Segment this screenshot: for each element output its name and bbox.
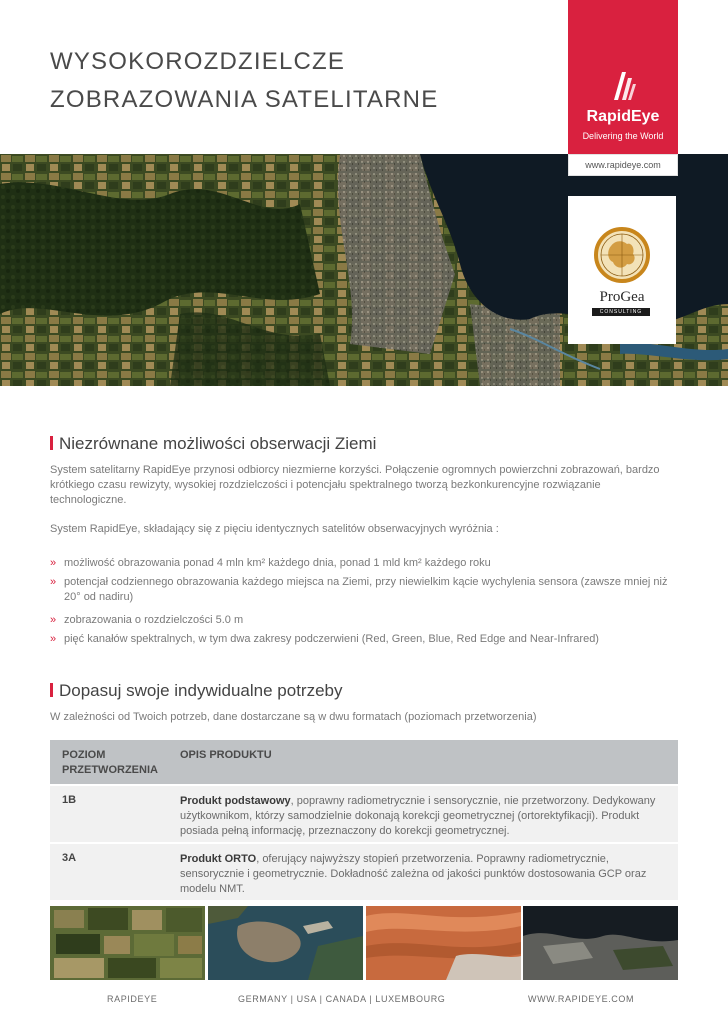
- section-heading-text: Dopasuj swoje indywidualne potrzeby: [59, 681, 343, 700]
- column-header-level: POZIOM PRZETWORZENIA: [62, 749, 158, 776]
- list-item: [50, 575, 680, 605]
- brand-slogan: Delivering the World: [582, 131, 664, 141]
- bullet-text: zobrazowania o rozdzielczości 5.0 m: [64, 614, 244, 626]
- footer-url[interactable]: WWW.RAPIDEYE.COM: [528, 994, 635, 1004]
- bullet-text: pięć kanałów spektralnych, w tym dwa zakresy podczerwieni (Red, Green, Blue, Red Edge and Near-Infrared): [64, 633, 599, 645]
- page-title-line-2: ZOBRAZOWANIA SATELITARNE: [50, 86, 439, 113]
- thumbnail-venice: [208, 906, 363, 980]
- intro-paragraph: System satelitarny RapidEye przynosi odbiorcy niezmierne korzyści. Połączenie ogromnych powierzchni zobrazowań, bardzo krótkiego czasu rewizyty, wysokiej rozdzielczości i potencjału spektralnego tworzą bezkonkurencyjne rozwiązanie technologiczne.: [50, 464, 660, 506]
- table-header: [50, 740, 678, 784]
- section-heading-earth-observation: [50, 434, 376, 454]
- list-item: [50, 632, 680, 647]
- table-cell-description: [180, 852, 664, 897]
- rapideye-logo-block: [568, 0, 678, 154]
- list-item: [50, 556, 680, 571]
- rapideye-logo-icon: [608, 70, 638, 102]
- table-cell-description: [180, 794, 664, 839]
- footer-countries: GERMANY | USA | CANADA | LUXEMBOURG: [238, 994, 446, 1004]
- thumbnail-coast-city: [523, 906, 678, 980]
- table-cell-level: 3A: [62, 852, 77, 864]
- heading-accent-bar: [50, 436, 53, 450]
- section-heading-custom-needs: [50, 681, 343, 701]
- table-row: [50, 844, 678, 900]
- progea-name: ProGea: [599, 289, 645, 305]
- product-name: Produkt podstawowy: [180, 795, 291, 807]
- brand-name: RapidEye: [586, 108, 660, 125]
- table-row: [50, 786, 678, 842]
- product-description: , oferujący najwyższy stopień przetworzenia. Poprawny radiometrycznie, sensorycznie i geometrycznie. Dokładność zależna od jakości punktów dostosowania GCP oraz modelu NMT.: [180, 853, 647, 895]
- formats-intro: W zależności od Twoich potrzeb, dane dostarczane są w dwu formatach (poziomach przetworzenia): [50, 711, 537, 723]
- progea-logo-block: [568, 196, 676, 344]
- list-item: [50, 613, 680, 628]
- page-title-line-1: WYSOKOROZDZIELCZE: [50, 48, 346, 75]
- progea-globe-icon: [593, 226, 651, 284]
- bullet-chevron-icon: »: [50, 633, 57, 645]
- thumbnail-desert: [366, 906, 521, 980]
- bullet-text: potencjał codziennego obrazowania każdego miejsca na Ziemi, przy niewielkim kącie wychylenia sensora (zawsze mniej niż 20° od nadiru): [64, 576, 668, 603]
- table-cell-level: 1B: [62, 794, 77, 806]
- product-name: Produkt ORTO: [180, 853, 257, 865]
- thumbnail-farmland: [50, 906, 205, 980]
- bullet-chevron-icon: »: [50, 557, 57, 569]
- section-heading-text: Niezrównane możliwości obserwacji Ziemi: [59, 434, 377, 453]
- features-intro: System RapidEye, składający się z pięciu identycznych satelitów obserwacyjnych wyróżnia :: [50, 523, 499, 535]
- bullet-text: możliwość obrazowania ponad 4 mln km² każdego dnia, ponad 1 mld km² każdego roku: [64, 557, 491, 569]
- brand-url[interactable]: www.rapideye.com: [568, 154, 678, 176]
- bullet-chevron-icon: »: [50, 576, 57, 588]
- heading-accent-bar: [50, 683, 53, 697]
- bullet-chevron-icon: »: [50, 614, 57, 626]
- progea-tagline: CONSULTING: [592, 308, 650, 316]
- product-description: , poprawny radiometrycznie i sensorycznie, nie przetworzony. Dedykowany użytkownikom, którzy samodzielnie dokonają korekcji geometrycznej (ortorektyfikacji). Produkt posiada pełną informację, przeznaczony do korekcji geometrycznej.: [180, 795, 656, 837]
- footer-brand: RAPIDEYE: [107, 994, 158, 1004]
- column-header-description: OPIS PRODUKTU: [180, 749, 272, 761]
